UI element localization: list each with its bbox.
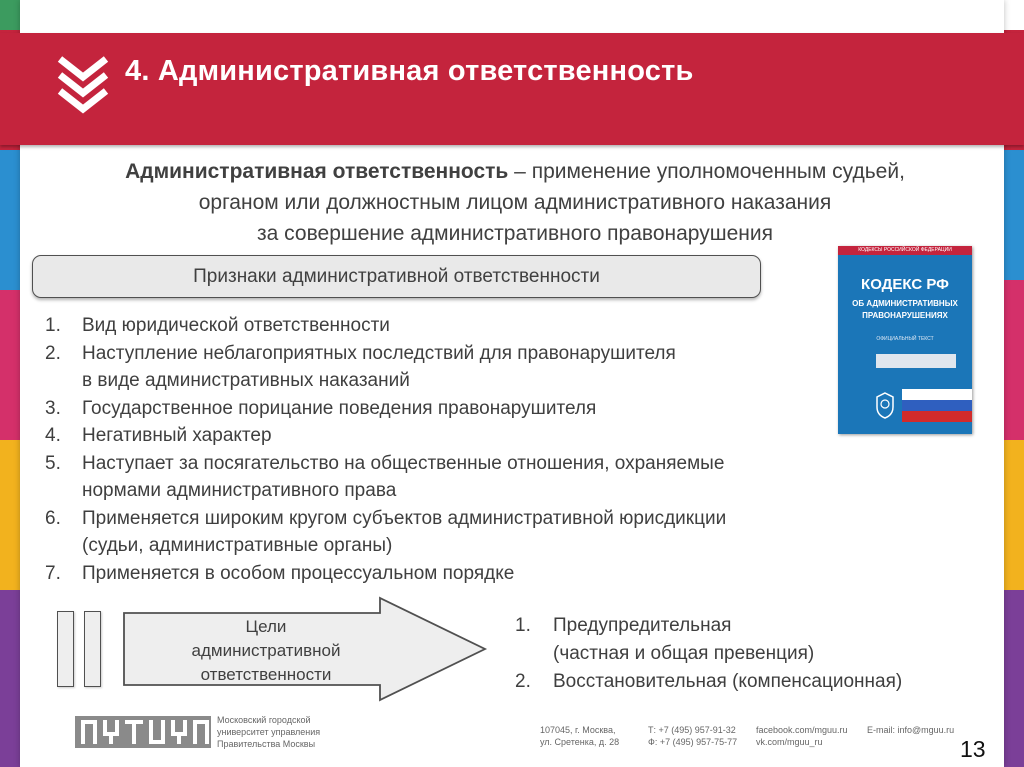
list-item-text: Негативный характер (82, 425, 272, 446)
decor-bar-2 (84, 611, 101, 687)
list-item-text: Восстановительная (компенсационная) (553, 671, 903, 692)
list-item-number: 1. (45, 315, 61, 336)
book-label: ОФИЦИАЛЬНЫЙ ТЕКСТ (876, 336, 934, 342)
list-item-number: 3. (45, 397, 61, 419)
signs-heading-box: Признаки административной ответственности (32, 255, 761, 298)
facebook-link[interactable]: facebook.com/mguu.ru (756, 725, 848, 735)
list-item (45, 505, 805, 560)
list-item-number: 6. (45, 507, 61, 529)
list-item (45, 560, 805, 588)
list-item (515, 668, 975, 696)
list-item (45, 312, 805, 340)
page-number: 13 (960, 736, 986, 762)
list-item (45, 450, 805, 505)
list-item (45, 422, 805, 450)
list-item-number: 7. (45, 562, 61, 584)
list-item (45, 340, 805, 395)
vk-link[interactable]: vk.com/mguu_ru (756, 737, 823, 747)
list-item-text: Предупредительная (частная и общая превенция) (553, 615, 815, 664)
phones: Т: +7 (495) 957-91-32 Ф: +7 (495) 957-75-77 (648, 725, 738, 747)
decor-bar-1 (57, 611, 74, 687)
list-item-text: Вид юридической ответственности (82, 315, 390, 336)
book-header: КОДЕКСЫ РОССИЙСКОЙ ФЕДЕРАЦИИ (858, 247, 952, 253)
list-item-text: Применяется широким кругом субъектов административной юрисдикции (судьи, административные органы) (82, 507, 727, 556)
list-item-text: Государственное порицание поведения правонарушителя (82, 397, 597, 419)
goals-list (515, 612, 975, 696)
list-item (45, 395, 805, 423)
list-item (515, 612, 975, 668)
list-item-text: Применяется в особом процессуальном порядке (82, 562, 515, 584)
title-bar (0, 33, 1024, 145)
address: 107045, г. Москва, ул. Сретенка, д. 28 (540, 725, 620, 747)
list-item-text: Наступление неблагоприятных последствий для правонарушителя в виде административных наказаний (82, 342, 676, 391)
signs-list (45, 312, 805, 587)
definition-term: Административная ответственность (125, 160, 509, 183)
list-item-number: 5. (45, 452, 61, 474)
page-title: 4. Административная ответственность (125, 55, 694, 87)
list-item-number: 2. (45, 342, 61, 364)
book-subtitle: ОБ АДМИНИСТРАТИВНЫХ ПРАВОНАРУШЕНИЯХ (852, 299, 958, 320)
emblem-icon (872, 390, 898, 420)
list-item-number: 2. (515, 671, 531, 692)
email-link[interactable]: E-mail: info@mguu.ru (867, 725, 955, 735)
triple-chevron-icon (56, 55, 110, 115)
list-item-text: Наступает за посягательство на общественные отношения, охраняемые нормами административного права (82, 452, 725, 501)
book-note (876, 354, 956, 368)
list-item-number: 4. (45, 425, 61, 446)
goals-label: Цели административной ответственности (191, 617, 341, 684)
social-links[interactable] (756, 724, 848, 748)
university-logo (75, 716, 211, 748)
definition-text: Административная ответственность – применение уполномоченным судьей, органом или должностным лицом административного наказания за совершение административного правонарушения (125, 160, 905, 245)
list-item-number: 1. (515, 615, 531, 636)
code-book-cover (838, 246, 972, 434)
book-title: КОДЕКС РФ (861, 276, 949, 293)
university-name: Московский городской университет управления Правительства Москвы (217, 715, 321, 749)
